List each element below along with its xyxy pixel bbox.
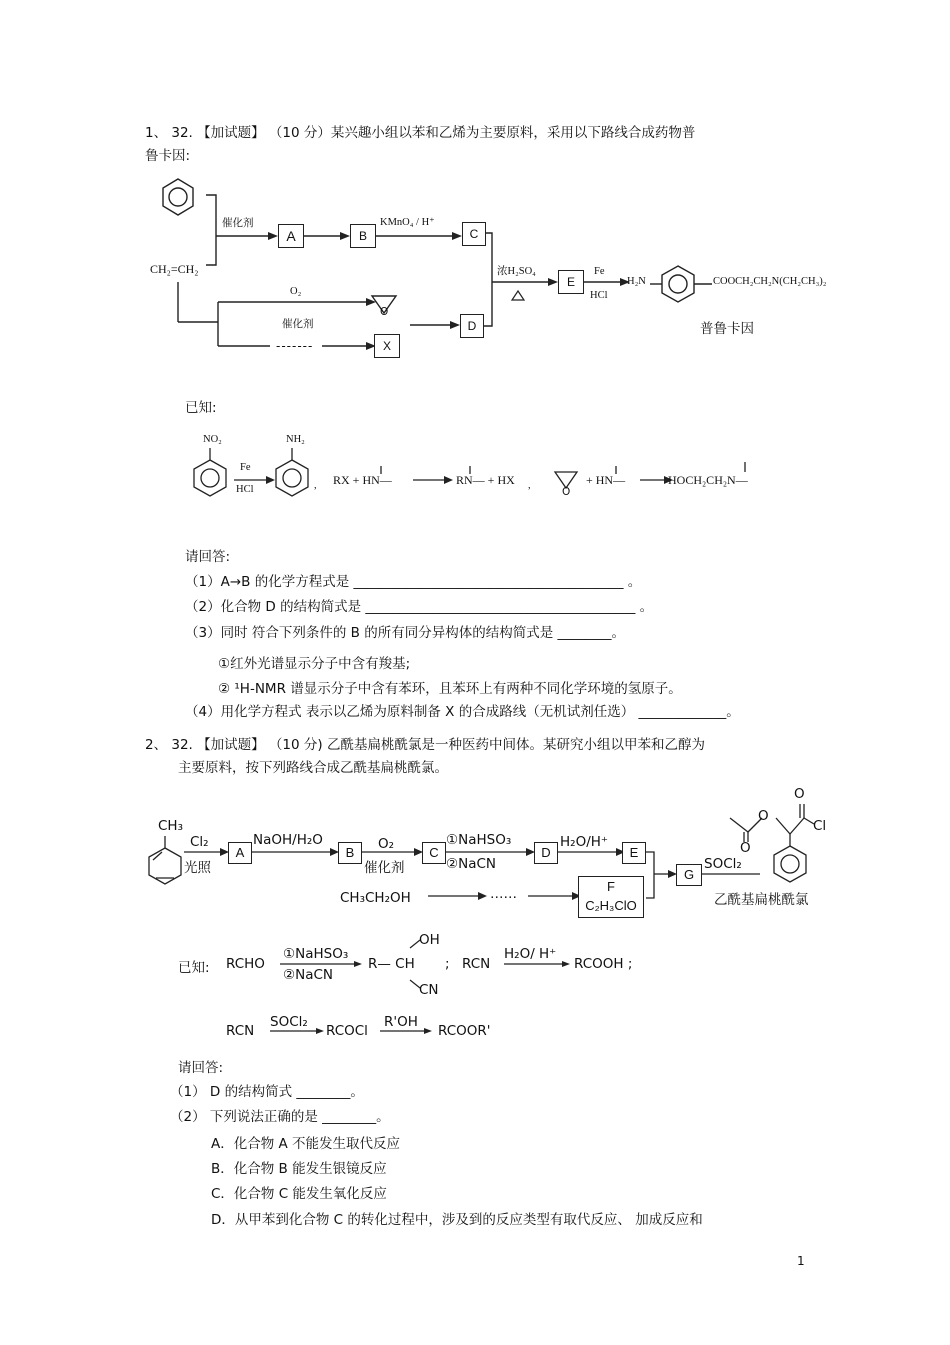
- q2-product-name: 乙酰基扁桃酰氯: [714, 892, 809, 908]
- q2-cl2: Cl₂: [190, 834, 209, 850]
- box-f-label: F: [607, 879, 615, 894]
- q1-1: （1）A→B 的化学方程式是 ________________________________________ 。: [185, 574, 642, 590]
- known-hcl: HCl: [236, 484, 254, 495]
- o2-label: O₂: [290, 286, 302, 297]
- h2so4-label: 浓H₂SO₄: [497, 266, 536, 277]
- k-nacn: ②NaCN: [283, 967, 333, 983]
- q2-o-mid: O: [758, 808, 769, 824]
- rx-left: RX + HN—: [333, 473, 392, 487]
- q2-box-d: D: [534, 842, 558, 864]
- page-number: 1: [797, 1254, 805, 1268]
- k-r-ch: R— CH: [368, 956, 415, 972]
- q2-nacn: ②NaCN: [446, 856, 496, 872]
- q2-o-acyl: O: [740, 840, 751, 856]
- k-nahso3: ①NaHSO₃: [283, 946, 349, 962]
- k-rcooh: RCOOH ;: [574, 956, 633, 972]
- epoxide-o-label: O: [380, 306, 389, 318]
- q1-2: （2）化合物 D 的结构简式是 ________________________________________ 。: [185, 599, 654, 615]
- box-d: D: [460, 314, 484, 338]
- k-rcoor: RCOOR': [438, 1023, 491, 1039]
- epox-right: HOCH₂CH₂N—: [668, 473, 748, 487]
- q2-opt-c: C．化合物 C 能发生氧化反应: [211, 1186, 387, 1202]
- k-rcn2: RCN: [226, 1023, 255, 1039]
- q2-opt-d: D．从甲苯到化合物 C 的转化过程中，涉及到的反应类型有取代反应、 加成反应和: [211, 1212, 703, 1228]
- hcl-label: HCl: [590, 290, 608, 301]
- k-cn: CN: [419, 982, 439, 998]
- q2-box-e: E: [622, 842, 646, 864]
- q2-ethanol: CH₃CH₂OH: [340, 890, 411, 906]
- epox-o-known: O: [562, 486, 571, 498]
- box-x: X: [374, 334, 400, 358]
- comma2: ,: [528, 480, 531, 491]
- q2-1: （1） D 的结构简式 ________。: [170, 1084, 364, 1100]
- q1-known-label: 已知:: [185, 400, 217, 416]
- q2-header-line1: 2、 32. 【加试题】 （10 分) 乙酰基扁桃酰氯是一种医药中间体。某研究小组以甲苯和乙醇为: [145, 737, 705, 753]
- q1-ask: 请回答:: [185, 549, 231, 565]
- q2-ask: 请回答:: [178, 1060, 224, 1076]
- k-rcn: RCN: [462, 956, 491, 972]
- q2-naoh: NaOH/H₂O: [253, 832, 323, 848]
- ethylene-label: CH₂=CH₂: [150, 262, 199, 276]
- fe-label: Fe: [594, 266, 605, 277]
- q2-nahso3: ①NaHSO₃: [446, 832, 512, 848]
- q2-opt-a: A．化合物 A 不能发生取代反应: [211, 1136, 401, 1152]
- product-tail: COOCH₂CH₂N(CH₂CH₃)₂: [713, 276, 827, 287]
- q1-header-line2: 鲁卡因:: [145, 148, 191, 164]
- k-oh: OH: [419, 932, 440, 948]
- q2-socl2: SOCl₂: [704, 856, 742, 872]
- q2-o-top: O: [794, 786, 805, 802]
- epox-left: + HN—: [586, 473, 626, 487]
- q2-catalyst: 催化剂: [364, 860, 405, 876]
- k-socl2: SOCl₂: [270, 1014, 308, 1030]
- q1-header-line1: 1、 32. 【加试题】 （10 分）某兴趣小组以苯和乙烯为主要原料，采用以下路线合成药物普: [145, 125, 696, 141]
- box-b: B: [350, 224, 376, 248]
- q1-4: （4）用化学方程式 表示以乙烯为原料制备 X 的合成路线（无机试剂任选） _____________。: [185, 704, 740, 720]
- nh2-label: NH₂: [286, 434, 305, 445]
- rx-right: RN— + HX: [456, 473, 515, 487]
- catalyst2-label: 催化剂: [282, 318, 314, 330]
- k-rcocl: RCOCl: [326, 1023, 368, 1039]
- q2-opt-b: B．化合物 B 能发生银镜反应: [211, 1161, 387, 1177]
- q2-o2: O₂: [378, 836, 395, 852]
- box-e: E: [558, 270, 584, 294]
- q2-header-line2: 主要原料，按下列路线合成乙酰基扁桃酰氯。: [178, 760, 448, 776]
- box-f-formula: C₂H₃ClO: [585, 898, 637, 913]
- q2-box-b: B: [338, 842, 362, 864]
- q2-known-label: 已知:: [178, 960, 210, 976]
- comma1: ,: [314, 480, 317, 491]
- k-h2o-h: H₂O/ H⁺: [504, 946, 557, 962]
- product-name: 普鲁卡因: [700, 321, 754, 337]
- q1-3: （3）同时 符合下列条件的 B 的所有同分异构体的结构简式是 ________。: [185, 625, 626, 641]
- k-roh: R'OH: [384, 1014, 418, 1030]
- q2-2: （2） 下列说法正确的是 ________。: [170, 1109, 390, 1125]
- q2-box-a: A: [228, 842, 252, 864]
- q2-h2o-h: H₂O/H⁺: [560, 834, 609, 850]
- known-fe: Fe: [240, 462, 251, 473]
- product-h2n: H₂N: [627, 276, 646, 287]
- box-c: C: [462, 222, 486, 246]
- q2-light: 光照: [184, 860, 211, 876]
- kmno4-label: KMnO₄ / H⁺: [380, 217, 435, 228]
- q1-cond2: ② ¹H-NMR 谱显示分子中含有苯环，且苯环上有两种不同化学环境的氢原子。: [218, 681, 682, 697]
- k-rcho: RCHO: [226, 956, 265, 972]
- q2-ellipsis: ……: [490, 886, 517, 902]
- no2-label: NO₂: [203, 434, 222, 445]
- q2-cl: Cl: [813, 818, 827, 834]
- catalyst-label: 催化剂: [222, 217, 254, 229]
- box-a: A: [278, 224, 304, 248]
- k-sep: ;: [445, 956, 450, 972]
- q2-box-g: G: [676, 864, 702, 886]
- q2-ch3: CH₃: [158, 818, 183, 834]
- q2-box-c: C: [422, 842, 446, 864]
- q1-cond1: ①红外光谱显示分子中含有羧基;: [218, 656, 411, 672]
- dashes-label: -------: [276, 339, 314, 353]
